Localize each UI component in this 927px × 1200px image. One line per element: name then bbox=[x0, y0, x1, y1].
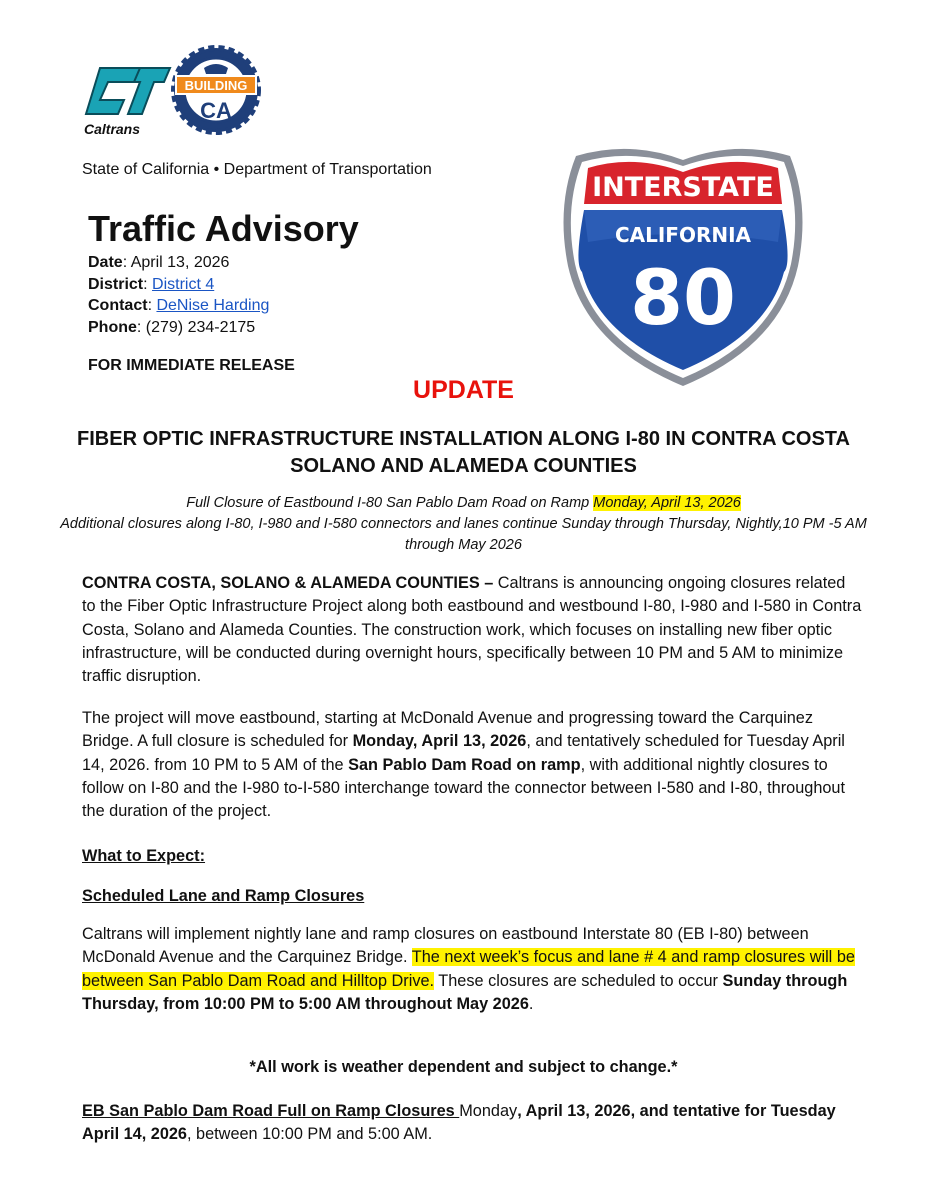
contact-sep: : bbox=[147, 297, 157, 314]
closures-text-d: . bbox=[528, 994, 534, 1013]
date-row bbox=[88, 252, 269, 274]
shield-interstate-text: INTERSTATE bbox=[592, 172, 774, 203]
shield-california-text: CALIFORNIA bbox=[614, 223, 752, 247]
intro-lead: CONTRA COSTA, SOLANO & ALAMEDA COUNTIES – bbox=[82, 574, 494, 592]
ramp-closure-dates: , April 13, 2026, and tentative for Tuesday April 14, 2026 bbox=[82, 1102, 836, 1144]
subhead-line-1 bbox=[60, 493, 867, 514]
release-notice: FOR IMMEDIATE RELEASE bbox=[88, 357, 295, 374]
closures-heading: Scheduled Lane and Ramp Closures bbox=[82, 887, 365, 905]
subheadline bbox=[60, 493, 867, 556]
closures-paragraph bbox=[82, 923, 862, 1016]
district-sep: : bbox=[143, 275, 153, 293]
date-value: : April 13, 2026 bbox=[122, 254, 230, 271]
caltrans-logo bbox=[80, 60, 172, 140]
phone-value: : (279) 234-2175 bbox=[136, 318, 256, 336]
update-label: UPDATE bbox=[413, 376, 514, 404]
agency-line: State of California • Department of Transportation bbox=[82, 161, 432, 178]
ramp-closure-heading: EB San Pablo Dam Road Full on Ramp Closures bbox=[82, 1102, 460, 1120]
ramp-closure-paragraph bbox=[82, 1100, 862, 1147]
advisory-meta bbox=[88, 252, 269, 338]
subhead-highlight: Monday, April 13, 2026 bbox=[593, 495, 741, 511]
building-ca-badge bbox=[170, 44, 262, 136]
shield-number-text: 80 bbox=[630, 253, 736, 342]
subhead-line-2: Additional closures along I-80, I-980 and I-580 connectors and lanes continue Sunday through Thursday, Nightly,10 PM -5 AM through May 2026 bbox=[60, 516, 867, 553]
project-ramp: San Pablo Dam Road on ramp bbox=[348, 755, 581, 774]
what-to-expect-heading: What to Expect: bbox=[82, 847, 206, 865]
contact-link[interactable]: DeNise Harding bbox=[156, 297, 270, 314]
project-text-e: , with additional nightly closures to follow on I-80 and the I-980 to-I-580 interchange toward the connector between I-580 and I-80, throughout the duration of the project. bbox=[82, 755, 846, 821]
district-row bbox=[88, 274, 269, 296]
closures-highlight: The next week’s focus and lane # 4 and ramp closures will be between San Pablo Dam Road and Hilltop Drive. bbox=[82, 948, 855, 990]
interstate-80-shield bbox=[560, 146, 806, 392]
project-date: Monday, April 13, 2026 bbox=[352, 732, 527, 751]
closures-text-a: Caltrans will implement nightly lane and ramp closures on eastbound Interstate 80 (EB I-80) between McDonald Avenue and the Carquinez Bridge. bbox=[82, 925, 809, 967]
ramp-closure-time: , between 10:00 PM and 5:00 AM. bbox=[187, 1125, 433, 1144]
project-paragraph bbox=[82, 707, 862, 823]
district-label: District bbox=[88, 275, 144, 293]
phone-row bbox=[88, 317, 269, 339]
ca-text: CA bbox=[200, 98, 232, 123]
district-link[interactable]: District 4 bbox=[152, 275, 215, 293]
phone-label: Phone bbox=[88, 318, 137, 336]
date-label: Date bbox=[88, 254, 123, 271]
closures-text-b: These closures are scheduled to occur bbox=[434, 971, 723, 990]
building-text: BUILDING bbox=[184, 78, 248, 93]
contact-label: Contact bbox=[88, 297, 148, 314]
subhead-text: Full Closure of Eastbound I-80 San Pablo Dam Road on Ramp bbox=[186, 495, 594, 511]
weather-disclaimer: *All work is weather dependent and subject to change.* bbox=[249, 1058, 678, 1076]
ramp-closure-day: Monday bbox=[459, 1102, 518, 1120]
intro-body: Caltrans is announcing ongoing closures related to the Fiber Optic Infrastructure Project along both eastbound and westbound I-80, I-980 and I-580 in Contra Costa, Solano and Alameda Counties. The construction work, which focuses on installing new fiber optic infrastructure, will be conducted during overnight hours, specifically between 10 PM and 5 AM to minimize traffic disruption. bbox=[82, 574, 862, 686]
intro-paragraph bbox=[82, 572, 862, 688]
project-text-a: The project will move eastbound, starting at McDonald Avenue and progressing toward the Carquinez Bridge. A full closure is scheduled for bbox=[82, 709, 813, 751]
project-text-c: , and tentatively scheduled for Tuesday April 14, 2026. from 10 PM to 5 AM of the bbox=[82, 732, 845, 774]
contact-row bbox=[88, 295, 269, 317]
caltrans-wordmark: Caltrans bbox=[84, 121, 141, 137]
page-title: Traffic Advisory bbox=[88, 208, 359, 249]
headline: FIBER OPTIC INFRASTRUCTURE INSTALLATION ALONG I-80 IN CONTRA COSTA SOLANO AND ALAMEDA COUNTIES bbox=[77, 428, 850, 477]
closures-schedule: Sunday through Thursday, from 10:00 PM to 5:00 AM throughout May 2026 bbox=[82, 971, 848, 1013]
